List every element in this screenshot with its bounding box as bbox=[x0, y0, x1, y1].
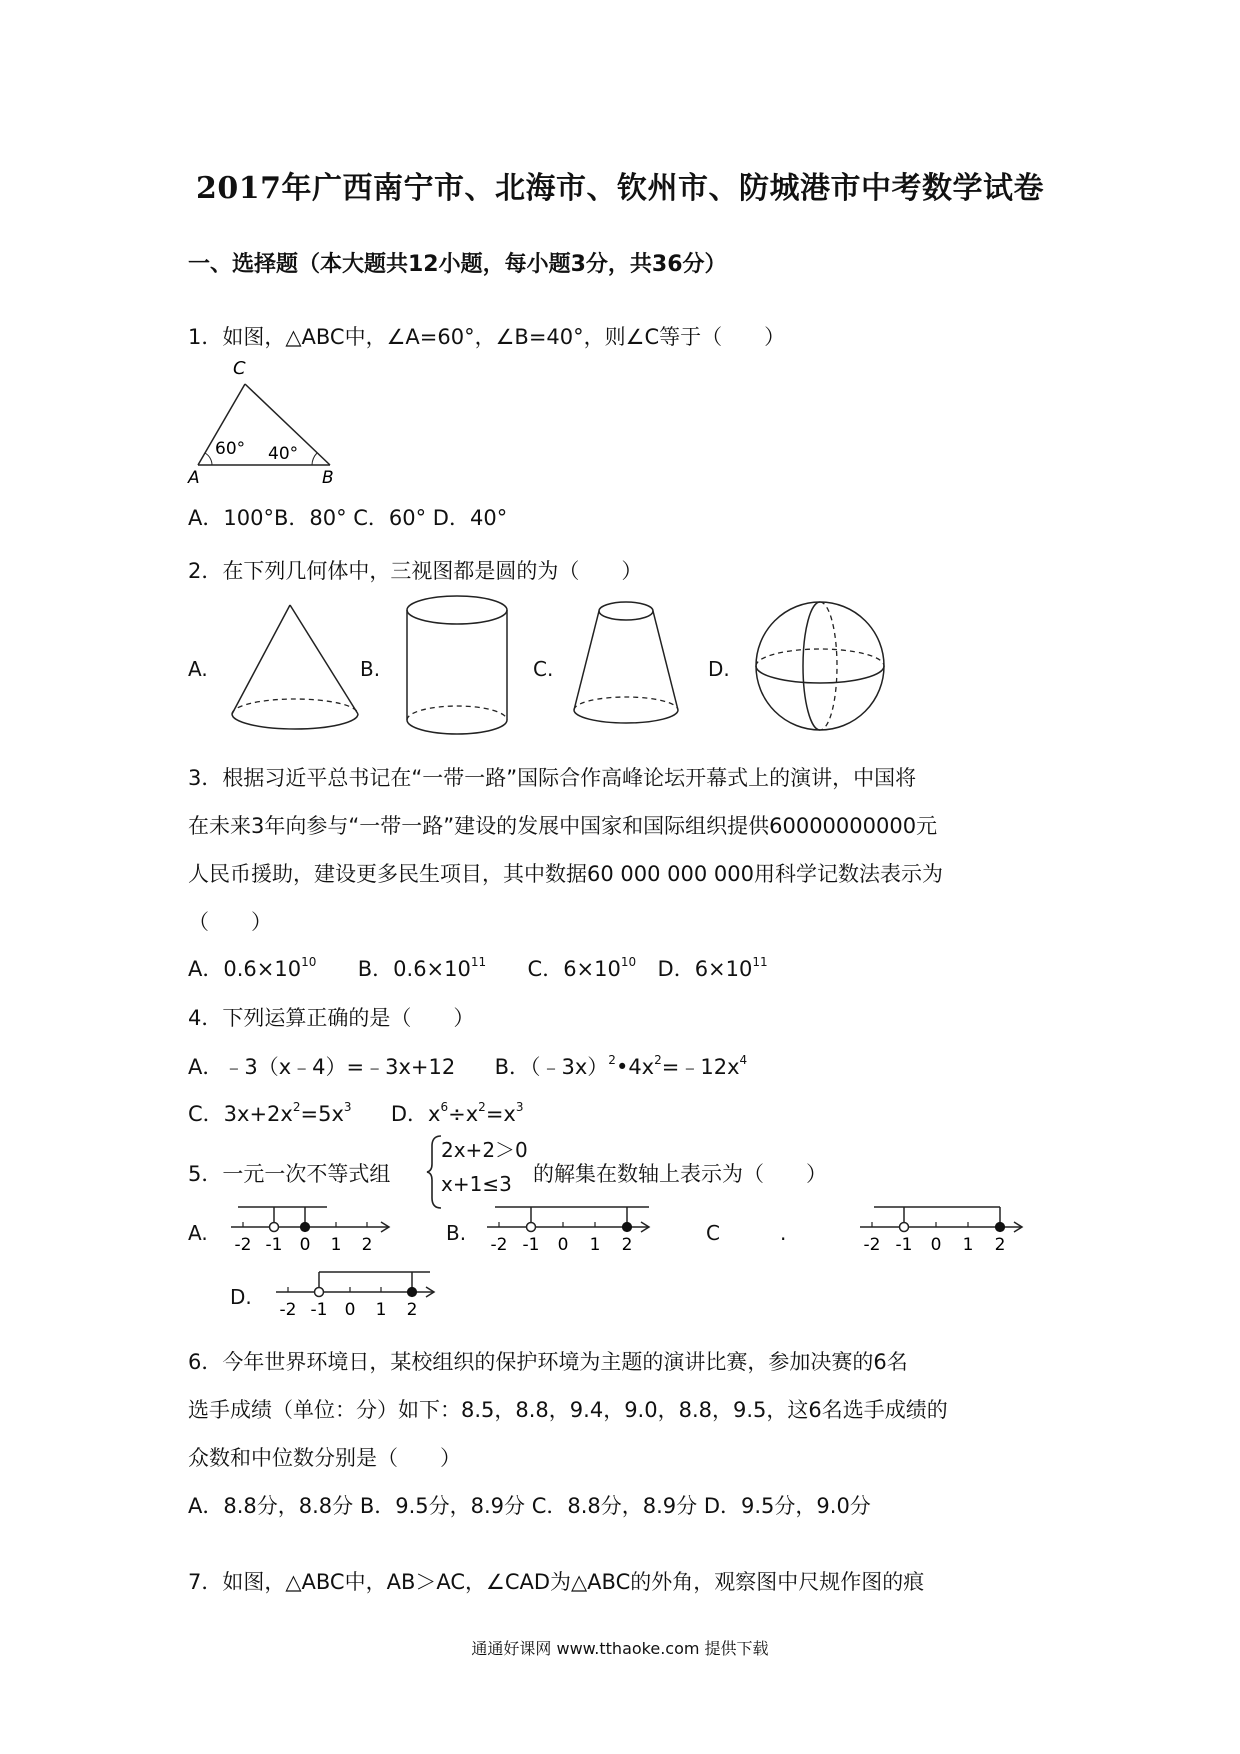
axis-tick-label: 2 bbox=[994, 1235, 1006, 1255]
axis-tick-label: -1 bbox=[265, 1235, 283, 1255]
page-footer: 通通好课网 www.tthaoke.com 提供下载 bbox=[471, 1639, 769, 1658]
question-6-line-3: 众数和中位数分别是（ ） bbox=[188, 1446, 461, 1470]
axis-tick-label: 1 bbox=[589, 1235, 601, 1255]
q3-choice-a: A．0.6×10 bbox=[188, 957, 302, 981]
option-d-label: D. bbox=[708, 657, 730, 681]
question-3-line-4: （ ） bbox=[188, 910, 272, 934]
axis-tick-label: 0 bbox=[930, 1235, 942, 1255]
frustum-figure bbox=[570, 598, 685, 738]
axis-tick-label: -1 bbox=[895, 1235, 913, 1255]
inequality-1: 2x+2＞0 bbox=[441, 1138, 528, 1162]
axis-tick-label: 0 bbox=[557, 1235, 569, 1255]
axis-tick-label: -2 bbox=[234, 1235, 252, 1255]
q4-choice-a: A．﹣3（x﹣4）=﹣3x+12 bbox=[188, 1055, 456, 1079]
cone-figure bbox=[230, 600, 370, 740]
axis-tick-label: 1 bbox=[962, 1235, 974, 1255]
question-3-line-3: 人民币援助，建设更多民生项目，其中数据60 000 000 000用科学记数法表示为 bbox=[188, 862, 943, 886]
q4-choice-d: D．$x^6\div x^2=x^3$ bbox=[390, 1100, 524, 1126]
axis-tick-label: -2 bbox=[863, 1235, 881, 1255]
number-line-d bbox=[270, 1265, 470, 1325]
axis-tick-label: 2 bbox=[621, 1235, 633, 1255]
axis-tick-label: -1 bbox=[522, 1235, 540, 1255]
open-endpoint bbox=[527, 1223, 536, 1232]
open-endpoint bbox=[270, 1223, 279, 1232]
q3-choice-b-exp: 11 bbox=[470, 955, 487, 969]
axis-tick-label: 0 bbox=[299, 1235, 311, 1255]
option-b-label: B. bbox=[360, 657, 381, 681]
option-c-label: C. bbox=[533, 657, 554, 681]
axis-tick-label: 1 bbox=[375, 1300, 387, 1320]
question-3-line-2: 在未来3年向参与“一带一路”建设的发展中国家和国际组织提供60000000000元 bbox=[188, 814, 938, 838]
cylinder-figure bbox=[405, 592, 520, 742]
question-1-stem: 1．如图，△ABC中，∠A=60°，∠B=40°，则∠C等于（ ） bbox=[188, 325, 786, 349]
axis-tick-label: -2 bbox=[279, 1300, 297, 1320]
question-3-choices bbox=[188, 953, 768, 983]
question-6-line-2: 选手成绩（单位：分）如下：8.5，8.8，9.4，9.0，8.8，9.5，这6名选手成绩的 bbox=[188, 1398, 948, 1422]
vertex-c-label: C bbox=[233, 358, 246, 379]
q5-option-b-label: B. bbox=[446, 1221, 467, 1245]
question-1-choices: A．100°B．80° C．60° D．40° bbox=[188, 506, 508, 530]
question-6-choices: A．8.8分，8.8分 B．9.5分，8.9分 C．8.8分，8.9分 D．9.5分，9.0分 bbox=[188, 1494, 871, 1518]
section-heading: 一、选择题（本大题共12小题，每小题3分，共36分） bbox=[188, 252, 727, 277]
axis-tick-label: -2 bbox=[490, 1235, 508, 1255]
q5-option-d-label: D. bbox=[230, 1285, 252, 1309]
question-7-line-1: 7．如图，△ABC中，AB＞AC，∠CAD为△ABC的外角，观察图中尺规作图的痕 bbox=[188, 1570, 925, 1594]
q5-option-c-dot: . bbox=[780, 1221, 787, 1245]
option-a-label: A. bbox=[188, 657, 208, 681]
q3-choice-c: C．6×10 bbox=[527, 957, 621, 981]
number-line-a bbox=[225, 1200, 425, 1260]
q4-choice-c: C．$3x+2x^2=5x^3$ bbox=[188, 1100, 352, 1126]
question-4-stem: 4．下列运算正确的是（ ） bbox=[188, 1006, 475, 1030]
question-2-stem: 2．在下列几何体中，三视图都是圆的为（ ） bbox=[188, 559, 643, 583]
q3-choice-c-exp: 10 bbox=[620, 955, 637, 969]
axis-tick-label: 0 bbox=[344, 1300, 356, 1320]
question-5-stem-post: 的解集在数轴上表示为（ ） bbox=[533, 1162, 827, 1186]
q3-choice-b: B．0.6×10 bbox=[357, 957, 471, 981]
axis-tick-label: 1 bbox=[330, 1235, 342, 1255]
open-endpoint bbox=[315, 1288, 324, 1297]
question-4-choices-cd bbox=[188, 1098, 523, 1128]
sphere-figure bbox=[752, 598, 892, 738]
q4-choice-b: B．$(﹣3x)^2•4x^2=﹣12x^4$ bbox=[494, 1053, 748, 1079]
axis-tick-label: -1 bbox=[310, 1300, 328, 1320]
axis-tick-label: 2 bbox=[406, 1300, 418, 1320]
vertex-b-label: B bbox=[322, 468, 334, 488]
page-title: 2017年广西南宁市、北海市、钦州市、防城港市中考数学试卷 bbox=[196, 171, 1044, 206]
axis-tick-label: 2 bbox=[361, 1235, 373, 1255]
q5-option-c-label: C bbox=[706, 1221, 720, 1245]
vertex-a-label: A bbox=[188, 468, 200, 488]
angle-b-label: 40° bbox=[268, 444, 299, 464]
closed-endpoint bbox=[996, 1223, 1005, 1232]
angle-a-label: 60° bbox=[215, 439, 246, 459]
q5-option-a-label: A. bbox=[188, 1221, 208, 1245]
inequality-2: x+1≤3 bbox=[441, 1172, 512, 1196]
q3-choice-d: D．6×10 bbox=[657, 957, 753, 981]
open-endpoint bbox=[900, 1223, 909, 1232]
closed-endpoint bbox=[301, 1223, 310, 1232]
triangle-figure bbox=[188, 355, 350, 488]
number-line-c bbox=[858, 1200, 1058, 1260]
q3-choice-a-exp: 10 bbox=[301, 955, 317, 969]
closed-endpoint bbox=[408, 1288, 417, 1297]
question-6-line-1: 6．今年世界环境日，某校组织的保护环境为主题的演讲比赛，参加决赛的6名 bbox=[188, 1350, 908, 1374]
question-5-stem-pre: 5．一元一次不等式组 bbox=[188, 1162, 391, 1186]
question-4-choices-ab bbox=[188, 1051, 747, 1081]
closed-endpoint bbox=[623, 1223, 632, 1232]
q3-choice-d-exp: 11 bbox=[752, 955, 768, 969]
number-line-b bbox=[485, 1200, 685, 1260]
question-3-line-1: 3．根据习近平总书记在“一带一路”国际合作高峰论坛开幕式上的演讲，中国将 bbox=[188, 766, 917, 790]
